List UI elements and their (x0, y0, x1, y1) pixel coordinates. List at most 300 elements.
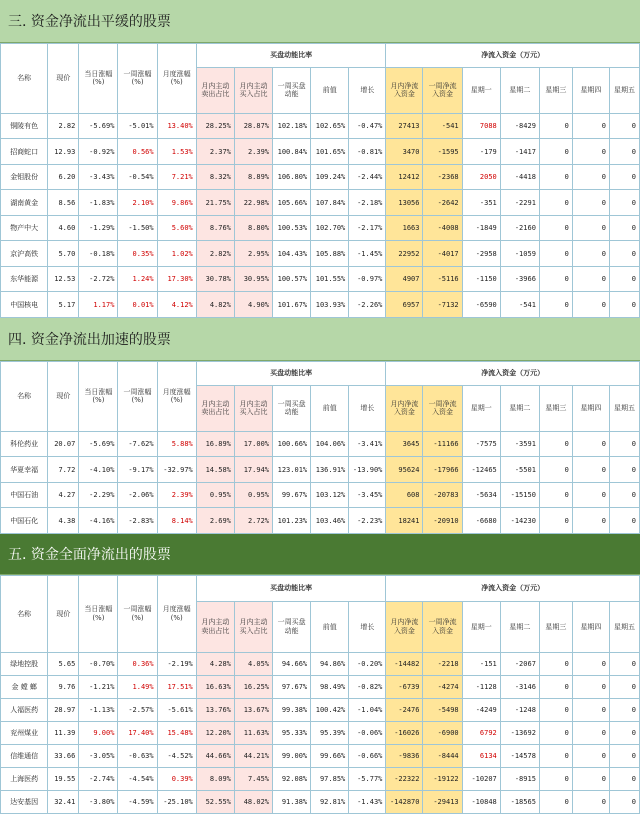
cell-month: 5.88% (157, 431, 196, 457)
cell-day: -1.83% (79, 190, 118, 216)
cell-growth: -0.81% (349, 139, 386, 165)
cell-growth: -3.41% (349, 431, 386, 457)
cell-wed: 0 (539, 767, 572, 790)
cell-fri: 0 (609, 292, 639, 318)
cell-prev: 102.70% (311, 215, 349, 241)
cell-fri: 0 (609, 113, 639, 139)
cell-mon: 6792 (462, 721, 500, 744)
col-header-prev: 前值 (311, 385, 349, 431)
cell-thu: 0 (572, 139, 609, 165)
col-header-growth: 增长 (349, 602, 386, 653)
stock-table (0, 43, 640, 318)
cell-winflow: -19122 (423, 767, 462, 790)
cell-thu: 0 (572, 721, 609, 744)
cell-winflow: -4017 (423, 241, 462, 267)
cell-mon: -10207 (462, 767, 500, 790)
cell-wed: 0 (539, 292, 572, 318)
cell-price: 12.53 (48, 266, 79, 292)
col-header-mon: 星期一 (462, 67, 500, 113)
cell-sell: 2.69% (196, 508, 234, 534)
cell-buy: 2.39% (234, 139, 272, 165)
cell-wm: 105.66% (273, 190, 311, 216)
cell-winflow: -2218 (423, 652, 462, 675)
cell-week: -7.62% (118, 431, 157, 457)
section-title: 三. 资金净流出平缓的股票 (0, 0, 640, 43)
cell-prev: 104.06% (311, 431, 349, 457)
cell-winflow: -7132 (423, 292, 462, 318)
cell-prev: 101.55% (311, 266, 349, 292)
cell-sell: 2.37% (196, 139, 234, 165)
col-header-wed: 星期三 (539, 67, 572, 113)
cell-fri: 0 (609, 457, 639, 483)
cell-month: 2.39% (157, 482, 196, 508)
cell-thu: 0 (572, 675, 609, 698)
cell-wed: 0 (539, 431, 572, 457)
cell-buy: 28.87% (234, 113, 272, 139)
cell-sell: 14.58% (196, 457, 234, 483)
cell-winflow: -5498 (423, 698, 462, 721)
cell-winflow: -29413 (423, 790, 462, 813)
cell-buy: 7.45% (234, 767, 272, 790)
cell-sell: 13.76% (196, 698, 234, 721)
col-header-month-inflow: 月内净流 入资金 (386, 385, 423, 431)
cell-day: -5.69% (79, 431, 118, 457)
cell-wed: 0 (539, 266, 572, 292)
col-header-wed: 星期三 (539, 385, 572, 431)
cell-minflow: 1663 (386, 215, 423, 241)
col-group-net-inflow: 净流入资金（万元） (386, 361, 640, 385)
cell-sell: 2.82% (196, 241, 234, 267)
cell-minflow: -9836 (386, 744, 423, 767)
cell-month: 9.86% (157, 190, 196, 216)
table-row (1, 292, 640, 318)
cell-wm: 123.01% (273, 457, 311, 483)
stock-name-cell: 达安基因 (1, 790, 48, 813)
cell-buy: 4.90% (234, 292, 272, 318)
cell-winflow: -4274 (423, 675, 462, 698)
cell-wed: 0 (539, 457, 572, 483)
cell-price: 12.93 (48, 139, 79, 165)
cell-week: 0.35% (118, 241, 157, 267)
stock-name-cell: 金 螳 螂 (1, 675, 48, 698)
cell-thu: 0 (572, 482, 609, 508)
cell-fri: 0 (609, 767, 639, 790)
cell-winflow: -11166 (423, 431, 462, 457)
cell-thu: 0 (572, 790, 609, 813)
cell-week: 2.10% (118, 190, 157, 216)
cell-wed: 0 (539, 790, 572, 813)
cell-fri: 0 (609, 266, 639, 292)
cell-tue: -15150 (500, 482, 539, 508)
cell-prev: 97.85% (311, 767, 349, 790)
cell-buy: 44.21% (234, 744, 272, 767)
col-header-sell-ratio: 月内主动 卖出占比 (196, 602, 234, 653)
cell-fri: 0 (609, 744, 639, 767)
col-header-sell-ratio: 月内主动 卖出占比 (196, 385, 234, 431)
cell-growth: -2.17% (349, 215, 386, 241)
cell-week: -2.06% (118, 482, 157, 508)
cell-week: -5.01% (118, 113, 157, 139)
cell-wed: 0 (539, 139, 572, 165)
cell-month: -2.19% (157, 652, 196, 675)
col-header-week-inflow: 一周净流 入资金 (423, 67, 462, 113)
cell-day: -3.80% (79, 790, 118, 813)
cell-sell: 4.82% (196, 292, 234, 318)
col-header-name: 名称 (1, 361, 48, 431)
col-header-wed: 星期三 (539, 602, 572, 653)
cell-sell: 8.76% (196, 215, 234, 241)
cell-wm: 101.23% (273, 508, 311, 534)
cell-prev: 101.65% (311, 139, 349, 165)
cell-mon: 6134 (462, 744, 500, 767)
col-header-growth: 增长 (349, 67, 386, 113)
cell-sell: 44.66% (196, 744, 234, 767)
cell-growth: -5.77% (349, 767, 386, 790)
table-row (1, 767, 640, 790)
cell-day: -1.13% (79, 698, 118, 721)
col-header-month-inflow: 月内净流 入资金 (386, 602, 423, 653)
cell-tue: -14230 (500, 508, 539, 534)
col-header-prev: 前值 (311, 67, 349, 113)
cell-mon: -5634 (462, 482, 500, 508)
cell-growth: -0.47% (349, 113, 386, 139)
cell-month: 1.53% (157, 139, 196, 165)
cell-month: -4.52% (157, 744, 196, 767)
cell-tue: -14578 (500, 744, 539, 767)
cell-mon: -179 (462, 139, 500, 165)
cell-winflow: -17966 (423, 457, 462, 483)
cell-thu: 0 (572, 164, 609, 190)
cell-wed: 0 (539, 215, 572, 241)
cell-price: 8.56 (48, 190, 79, 216)
cell-price: 5.65 (48, 652, 79, 675)
cell-mon: -4249 (462, 698, 500, 721)
cell-wed: 0 (539, 241, 572, 267)
col-header-day-change: 当日涨幅 (%) (79, 361, 118, 431)
col-header-buy-ratio: 月内主动 买入占比 (234, 602, 272, 653)
cell-buy: 48.02% (234, 790, 272, 813)
cell-growth: -13.90% (349, 457, 386, 483)
cell-price: 19.55 (48, 767, 79, 790)
cell-minflow: 4907 (386, 266, 423, 292)
col-header-week-momentum: 一周买盘 动能 (273, 602, 311, 653)
cell-growth: -1.04% (349, 698, 386, 721)
cell-thu: 0 (572, 215, 609, 241)
col-header-week-change: 一周涨幅 (%) (118, 44, 157, 114)
cell-growth: -0.66% (349, 744, 386, 767)
col-header-week-momentum: 一周买盘 动能 (273, 67, 311, 113)
cell-fri: 0 (609, 431, 639, 457)
cell-sell: 16.89% (196, 431, 234, 457)
cell-week: 17.40% (118, 721, 157, 744)
col-header-thu: 星期四 (572, 385, 609, 431)
table-row (1, 698, 640, 721)
stock-name-cell: 东华能源 (1, 266, 48, 292)
cell-week: -4.59% (118, 790, 157, 813)
cell-wed: 0 (539, 721, 572, 744)
col-header-buy-ratio: 月内主动 买入占比 (234, 385, 272, 431)
cell-mon: -6680 (462, 508, 500, 534)
cell-day: -4.16% (79, 508, 118, 534)
stock-name-cell: 湖南黄金 (1, 190, 48, 216)
table-row (1, 652, 640, 675)
cell-week: 0.56% (118, 139, 157, 165)
cell-thu: 0 (572, 457, 609, 483)
cell-price: 7.72 (48, 457, 79, 483)
cell-mon: -1128 (462, 675, 500, 698)
cell-month: -5.61% (157, 698, 196, 721)
cell-month: -25.10% (157, 790, 196, 813)
cell-prev: 94.86% (311, 652, 349, 675)
cell-mon: -6590 (462, 292, 500, 318)
cell-sell: 4.28% (196, 652, 234, 675)
cell-wed: 0 (539, 698, 572, 721)
cell-mon: 2050 (462, 164, 500, 190)
cell-month: 13.40% (157, 113, 196, 139)
col-header-thu: 星期四 (572, 602, 609, 653)
cell-day: -3.43% (79, 164, 118, 190)
cell-wm: 97.67% (273, 675, 311, 698)
cell-fri: 0 (609, 482, 639, 508)
col-header-name: 名称 (1, 575, 48, 652)
cell-month: 0.39% (157, 767, 196, 790)
cell-week: -4.54% (118, 767, 157, 790)
cell-tue: -2160 (500, 215, 539, 241)
cell-fri: 0 (609, 241, 639, 267)
col-header-price: 现价 (48, 575, 79, 652)
cell-day: -2.29% (79, 482, 118, 508)
stock-name-cell: 京沪高铁 (1, 241, 48, 267)
cell-buy: 22.98% (234, 190, 272, 216)
table-row (1, 215, 640, 241)
col-group-momentum: 买盘动能比率 (196, 361, 386, 385)
cell-prev: 92.81% (311, 790, 349, 813)
cell-wm: 100.84% (273, 139, 311, 165)
cell-wm: 104.43% (273, 241, 311, 267)
cell-prev: 102.65% (311, 113, 349, 139)
cell-buy: 17.00% (234, 431, 272, 457)
cell-thu: 0 (572, 508, 609, 534)
cell-prev: 136.91% (311, 457, 349, 483)
cell-week: -2.57% (118, 698, 157, 721)
stock-name-cell: 物产中大 (1, 215, 48, 241)
cell-growth: -1.45% (349, 241, 386, 267)
cell-day: -1.29% (79, 215, 118, 241)
cell-price: 5.17 (48, 292, 79, 318)
cell-price: 33.66 (48, 744, 79, 767)
cell-prev: 100.42% (311, 698, 349, 721)
cell-price: 11.39 (48, 721, 79, 744)
cell-fri: 0 (609, 652, 639, 675)
cell-price: 2.82 (48, 113, 79, 139)
cell-growth: -2.23% (349, 508, 386, 534)
cell-winflow: -2642 (423, 190, 462, 216)
cell-price: 4.38 (48, 508, 79, 534)
cell-price: 4.60 (48, 215, 79, 241)
cell-minflow: 608 (386, 482, 423, 508)
col-header-sell-ratio: 月内主动 卖出占比 (196, 67, 234, 113)
cell-minflow: 6957 (386, 292, 423, 318)
cell-price: 9.76 (48, 675, 79, 698)
cell-thu: 0 (572, 431, 609, 457)
col-group-momentum: 买盘动能比率 (196, 44, 386, 68)
cell-week: -0.54% (118, 164, 157, 190)
cell-winflow: -1595 (423, 139, 462, 165)
table-row (1, 744, 640, 767)
cell-prev: 103.12% (311, 482, 349, 508)
cell-minflow: 3470 (386, 139, 423, 165)
cell-wm: 100.53% (273, 215, 311, 241)
cell-winflow: -6900 (423, 721, 462, 744)
table-row (1, 790, 640, 813)
cell-mon: -1849 (462, 215, 500, 241)
cell-thu: 0 (572, 698, 609, 721)
cell-growth: -1.43% (349, 790, 386, 813)
cell-wm: 94.66% (273, 652, 311, 675)
stock-name-cell: 中国石油 (1, 482, 48, 508)
stock-table (0, 575, 640, 814)
cell-growth: -2.44% (349, 164, 386, 190)
col-header-tue: 星期二 (500, 67, 539, 113)
cell-buy: 13.67% (234, 698, 272, 721)
cell-sell: 30.78% (196, 266, 234, 292)
cell-price: 4.27 (48, 482, 79, 508)
cell-wm: 99.67% (273, 482, 311, 508)
cell-fri: 0 (609, 790, 639, 813)
col-header-day-change: 当日涨幅 (%) (79, 44, 118, 114)
cell-minflow: 3645 (386, 431, 423, 457)
col-header-prev: 前值 (311, 602, 349, 653)
cell-wed: 0 (539, 164, 572, 190)
cell-buy: 30.95% (234, 266, 272, 292)
stock-table (0, 361, 640, 534)
cell-tue: -541 (500, 292, 539, 318)
cell-sell: 0.95% (196, 482, 234, 508)
cell-thu: 0 (572, 744, 609, 767)
col-header-week-inflow: 一周净流 入资金 (423, 602, 462, 653)
cell-week: -2.83% (118, 508, 157, 534)
cell-day: 9.00% (79, 721, 118, 744)
cell-buy: 2.95% (234, 241, 272, 267)
cell-buy: 8.80% (234, 215, 272, 241)
stock-name-cell: 兖州煤业 (1, 721, 48, 744)
cell-month: 4.12% (157, 292, 196, 318)
cell-wed: 0 (539, 190, 572, 216)
cell-growth: -0.97% (349, 266, 386, 292)
cell-tue: -5501 (500, 457, 539, 483)
cell-minflow: -22322 (386, 767, 423, 790)
col-header-price: 现价 (48, 361, 79, 431)
col-header-fri: 星期五 (609, 385, 639, 431)
cell-day: -2.74% (79, 767, 118, 790)
cell-thu: 0 (572, 767, 609, 790)
cell-buy: 17.94% (234, 457, 272, 483)
cell-minflow: 27413 (386, 113, 423, 139)
cell-minflow: 18241 (386, 508, 423, 534)
cell-sell: 28.25% (196, 113, 234, 139)
cell-tue: -3591 (500, 431, 539, 457)
cell-buy: 11.63% (234, 721, 272, 744)
cell-wed: 0 (539, 675, 572, 698)
cell-tue: -13692 (500, 721, 539, 744)
col-header-mon: 星期一 (462, 602, 500, 653)
cell-mon: -10848 (462, 790, 500, 813)
cell-price: 20.07 (48, 431, 79, 457)
cell-day: -4.10% (79, 457, 118, 483)
cell-tue: -1059 (500, 241, 539, 267)
table-row (1, 721, 640, 744)
col-header-week-change: 一周涨幅 (%) (118, 575, 157, 652)
col-header-month-change: 月度涨幅 (%) (157, 361, 196, 431)
cell-minflow: -6739 (386, 675, 423, 698)
table-row (1, 457, 640, 483)
cell-week: 0.01% (118, 292, 157, 318)
cell-week: -1.50% (118, 215, 157, 241)
cell-mon: -151 (462, 652, 500, 675)
cell-minflow: -14482 (386, 652, 423, 675)
cell-day: -3.05% (79, 744, 118, 767)
cell-day: 1.17% (79, 292, 118, 318)
cell-month: 15.48% (157, 721, 196, 744)
cell-fri: 0 (609, 190, 639, 216)
cell-price: 5.70 (48, 241, 79, 267)
col-group-momentum: 买盘动能比率 (196, 575, 386, 601)
cell-wed: 0 (539, 113, 572, 139)
col-header-thu: 星期四 (572, 67, 609, 113)
cell-sell: 21.75% (196, 190, 234, 216)
cell-prev: 95.39% (311, 721, 349, 744)
cell-buy: 2.72% (234, 508, 272, 534)
stock-name-cell: 华夏幸福 (1, 457, 48, 483)
cell-winflow: -4008 (423, 215, 462, 241)
cell-fri: 0 (609, 508, 639, 534)
col-header-fri: 星期五 (609, 602, 639, 653)
cell-fri: 0 (609, 675, 639, 698)
cell-minflow: 95624 (386, 457, 423, 483)
cell-mon: 7088 (462, 113, 500, 139)
cell-growth: -3.45% (349, 482, 386, 508)
cell-winflow: -2368 (423, 164, 462, 190)
cell-tue: -4418 (500, 164, 539, 190)
stock-name-cell: 信维通信 (1, 744, 48, 767)
cell-wm: 99.38% (273, 698, 311, 721)
stock-name-cell: 人福医药 (1, 698, 48, 721)
cell-thu: 0 (572, 190, 609, 216)
cell-winflow: -541 (423, 113, 462, 139)
table-row (1, 431, 640, 457)
cell-tue: -3146 (500, 675, 539, 698)
section-title: 四. 资金净流出加速的股票 (0, 318, 640, 361)
cell-tue: -8915 (500, 767, 539, 790)
col-header-name: 名称 (1, 44, 48, 114)
col-header-week-change: 一周涨幅 (%) (118, 361, 157, 431)
col-header-growth: 增长 (349, 385, 386, 431)
cell-week: 1.49% (118, 675, 157, 698)
cell-wm: 91.38% (273, 790, 311, 813)
col-header-mon: 星期一 (462, 385, 500, 431)
cell-growth: -2.26% (349, 292, 386, 318)
stock-name-cell: 中国石化 (1, 508, 48, 534)
cell-fri: 0 (609, 698, 639, 721)
stock-name-cell: 金钼股份 (1, 164, 48, 190)
cell-month: 17.51% (157, 675, 196, 698)
cell-wm: 101.67% (273, 292, 311, 318)
cell-tue: -18565 (500, 790, 539, 813)
cell-minflow: 22952 (386, 241, 423, 267)
col-header-fri: 星期五 (609, 67, 639, 113)
cell-wed: 0 (539, 652, 572, 675)
cell-month: 8.14% (157, 508, 196, 534)
